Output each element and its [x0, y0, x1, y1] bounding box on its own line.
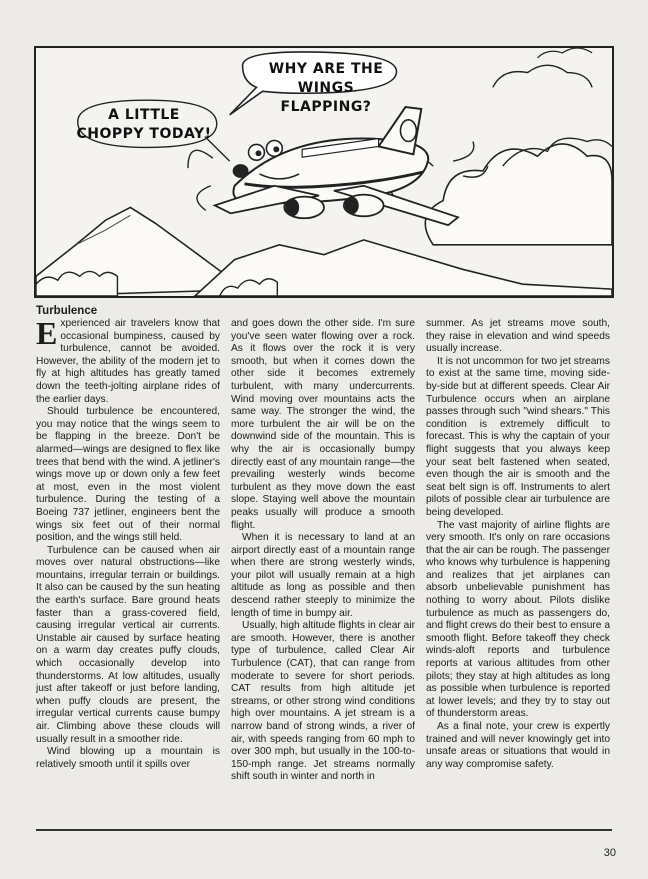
- paragraph: The vast majority of airline flights are very smooth. It's only on rare occasions that the air can be rough. The passenger who knows why turbulence is happening and realizes that jet airplanes can absorb unbelievable punishment has nothing to worry about. Pilots dislike turbulence as much as passengers do, and flight crews do their best to ensure a smooth flight. Before takeoff they check winds-aloft reports and turbulence reports at various altitudes from other pilots; they stay at high altitudes as long as possible when turbulence is reported at lower levels; and they try to stay out of thunderstorm areas.: [426, 519, 610, 720]
- paragraph: Usually, high altitude flights in clear air are smooth. However, there is another type of turbulence, called Clear Air Turbulence (CAT), that can range from moderate to severe for short periods. CAT results from high altitude jet streams, or other strong wind conditions high over mountains. A jet stream is a narrow band of strong winds, a river of air, with speeds ranging from 60 mph to over 300 mph, but usually in the 100-to-150-mph range. Jet streams normally shift south in winter and north in: [231, 620, 415, 783]
- paragraph: Should turbulence be encountered, you may notice that the wings seem to be flapping in the breeze. Don't be alarmed—wings are designed to flex like trees that bend with the wind. A jetliner's wings move up or down only a few feet at most, even in the most violent turbulence. During the testing of a Boeing 737 jetliner, engineers bent the wings six feet out of their normal position, and the wings still held.: [36, 406, 220, 544]
- paragraph: Turbulence can be caused when air moves over natural obstructions—like mountains, irregular terrain or buildings. It also can be caused by the sun heating the earth's surface. Bare ground heats faster than a grass-covered field, causing irregular vertical air currents. Unstable air caused by surface heating on a warm day creates puffy clouds, which occasionally develop into thunderstorms. At low altitudes, usually just after takeoff or just before landing, when puffy clouds are present, the irregular vertical currents cause bumpy air. Climbing above these clouds will usually result in a smoother ride.: [36, 544, 220, 745]
- paragraph: As a final note, your crew is expertly trained and will never knowingly get into unsafe areas or situations that would in any way compromise safety.: [426, 721, 610, 770]
- speech-bubble-left: A LITTLE CHOPPY TODAY!: [76, 107, 212, 142]
- paragraph: It is not uncommon for two jet streams to exist at the same time, moving side-by-side but at different speeds. Clear Air Turbulence occurs when an airplane passes through such "wind shears." This condition is extremely difficult to forecast. This is why the captain of your flight suggests that you always keep your seat belt fastened when seated, even though the air is smooth and the seat belt sign is off. Instruments to alert pilots of possible clear air turbulence are being developed.: [426, 355, 610, 518]
- section-heading: Turbulence: [36, 305, 98, 317]
- footer-rule: [36, 829, 612, 831]
- column-3: [426, 318, 610, 823]
- paragraph: and goes down the other side. I'm sure you've seen water flowing over a rock. As it flows over the rock it is very smooth, but when it comes down the other side it becomes extremely turbulent, with many undercurrents. Wind moving over mountains acts the same way. The stronger the wind, the more turbulent the air will be on the downwind side of the mountain. This is why the air is occasionally bumpy directly east of any mountain range—the prevailing westerly winds become turbulent as they move down the east slope. Staying well above the mountain peaks usually will produce a smooth flight.: [231, 318, 415, 531]
- paragraph: Experienced air travelers know that occasional bumpiness, caused by turbulence, cannot be avoided. However, the ability of the modern jet to fly at high altitudes has greatly tamed down the teeth-jolting airplane rides of the earlier days.: [36, 318, 220, 405]
- column-1: [36, 318, 220, 823]
- paragraph: summer. As jet streams move south, they raise in elevation and wind speeds usually increase.: [426, 318, 610, 355]
- article-body: [36, 318, 610, 823]
- paragraph: When it is necessary to land at an airport directly east of a mountain range when there are strong westerly winds, your pilot will usually remain at a high altitude as long as possible and then descend rather steeply to minimize the length of time in bumpy air.: [231, 532, 415, 619]
- drop-cap: E: [36, 318, 58, 351]
- paragraph: Wind blowing up a mountain is relatively smooth until it spills over: [36, 746, 220, 770]
- speech-bubble-right: WHY ARE THE WINGS FLAPPING?: [268, 61, 384, 115]
- cartoon-illustration: [34, 46, 614, 298]
- page-number: 30: [603, 847, 616, 859]
- column-2: [231, 318, 415, 823]
